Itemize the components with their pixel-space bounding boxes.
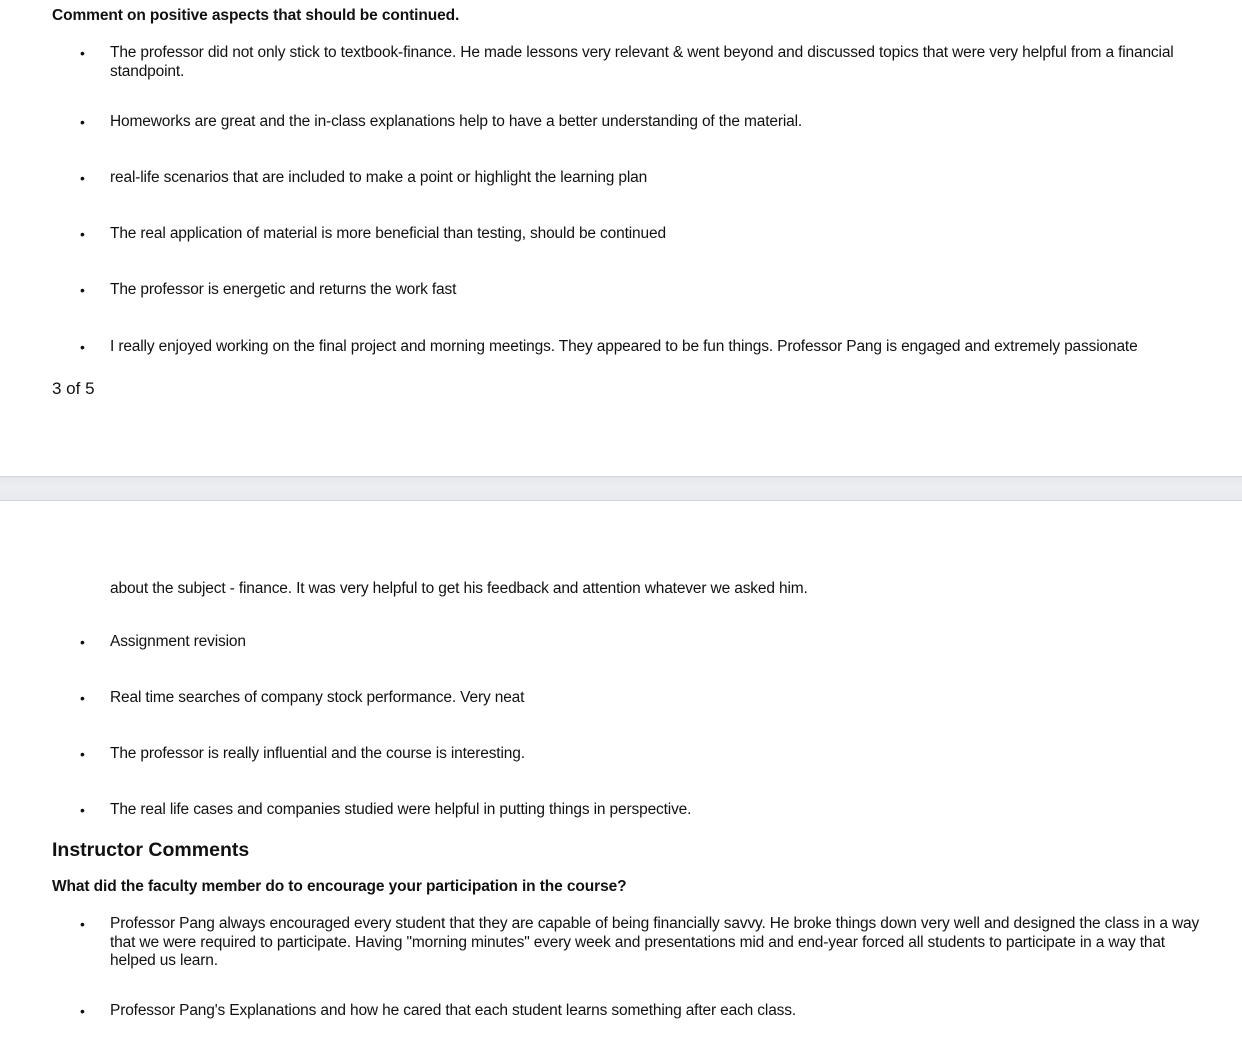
list-item-continuation: about the subject - finance. It was very helpful to get his feedback and attention whatever we asked him. (110, 580, 808, 597)
list-item-text: The professor is really influential and the course is interesting. (110, 745, 525, 762)
question-heading: What did the faculty member do to encourage your participation in the course? (52, 878, 627, 895)
list-item-text: The real application of material is more beneficial than testing, should be continued (110, 225, 666, 242)
list-item-text: The professor is energetic and returns the work fast (110, 281, 457, 298)
list-item-text: Homeworks are great and the in-class explanations help to have a better understanding of the material. (110, 113, 803, 130)
list-item-text: Real time searches of company stock performance. Very neat (110, 689, 525, 706)
bullet-icon: • (80, 339, 85, 355)
page-separator (0, 476, 1242, 501)
bullet-icon: • (80, 1003, 85, 1019)
page-number: 3 of 5 (52, 379, 95, 398)
section-title-instructor-comments: Instructor Comments (52, 839, 250, 861)
bullet-icon: • (80, 282, 85, 298)
list-item-text: Professor Pang always encouraged every student that they are capable of being financially savvy. He broke things down very well and designed the class in a way that we were required to participate. Having "morning minutes" every week and presentations mid and end-year forced all students to participate in a way that helped us learn. (110, 915, 1200, 969)
document-page-3 (0, 0, 1242, 476)
bullet-icon: • (80, 45, 85, 61)
bullet-icon: • (80, 634, 85, 650)
bullet-icon: • (80, 170, 85, 186)
list-item-text: The real life cases and companies studied were helpful in putting things in perspective. (110, 801, 692, 818)
bullet-icon: • (80, 802, 85, 818)
list-item-text: Assignment revision (110, 633, 246, 650)
list-item-text: real-life scenarios that are included to make a point or highlight the learning plan (110, 169, 648, 186)
bullet-icon: • (80, 746, 85, 762)
list-item-text: Professor Pang's Explanations and how he cared that each student learns something after each class. (110, 1002, 797, 1019)
section-heading-positive-aspects: Comment on positive aspects that should be continued. (52, 7, 460, 24)
list-item-text: The professor did not only stick to textbook-finance. He made lessons very relevant & went beyond and discussed topics that were very helpful from a financial standpoint. (110, 44, 1174, 80)
bullet-icon: • (80, 916, 85, 932)
bullet-icon: • (80, 114, 85, 130)
document-page-4 (0, 501, 1242, 1042)
bullet-icon: • (80, 690, 85, 706)
list-item-text: I really enjoyed working on the final project and morning meetings. They appeared to be fun things. Professor Pang is engaged and extremely passionate (110, 338, 1138, 355)
bullet-icon: • (80, 226, 85, 242)
